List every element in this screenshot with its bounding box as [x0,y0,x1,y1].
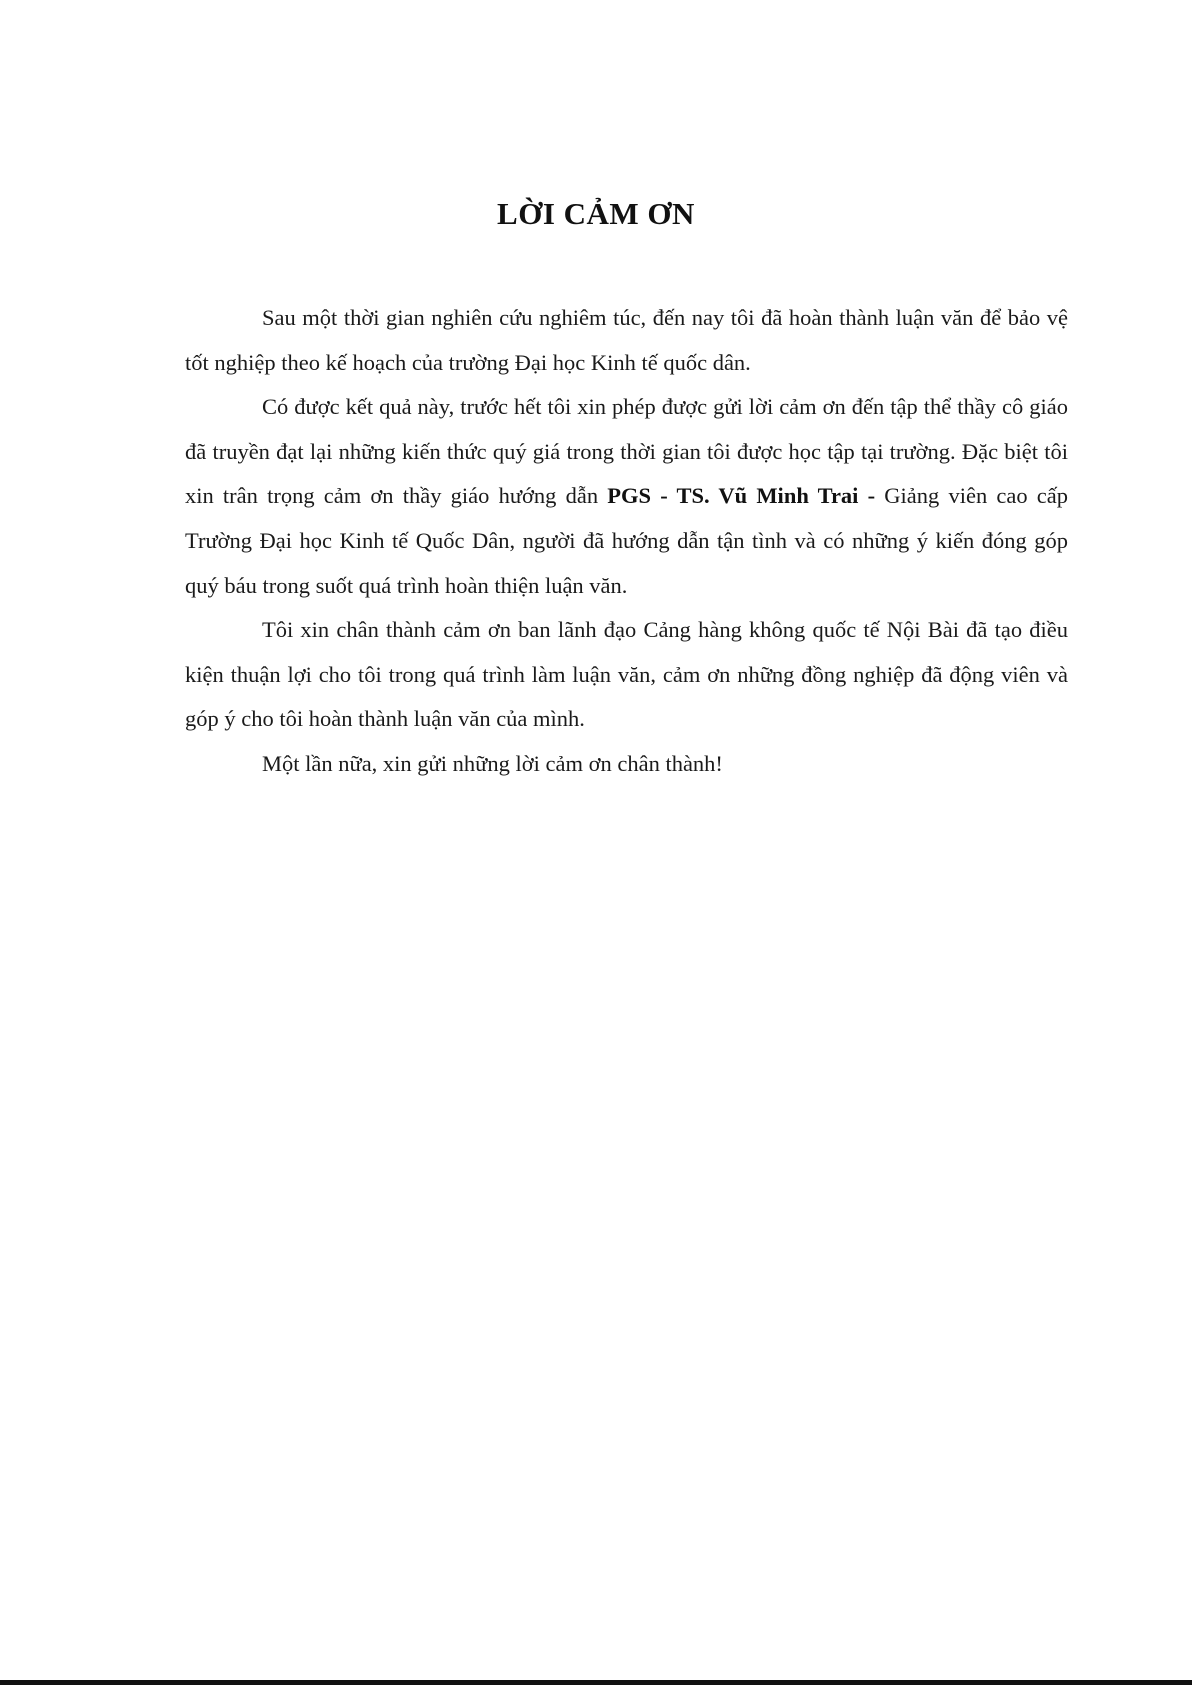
paragraph-2-text-after: Giảng viên cao cấp Trường Đại học Kinh tế Quốc Dân, người đã hướng dẫn tận tình và có những ý kiến đóng góp quý báu trong suốt quá trình hoàn thiện luận văn. [185,483,1069,598]
paragraph-1 [185,296,1068,385]
paragraph-1-text: Sau một thời gian nghiên cứu nghiêm túc, đến nay tôi đã hoàn thành luận văn để bảo vệ tốt nghiệp theo kế hoạch của trường Đại học Kinh tế quốc dân. [185,305,1068,375]
paragraph-3 [185,608,1068,742]
paragraph-2-text-before: Có được kết quả này, trước hết tôi xin phép được gửi lời cảm ơn đến tập thể thầy cô giáo đã truyền đạt lại những kiến thức quý giá trong thời gian tôi được học tập tại trường. Đặc biệt tôi xin trân trọng cảm ơn thầy giáo hướng dẫn [185,394,1068,509]
paragraph-4-text: Một lần nữa, xin gửi những lời cảm ơn chân thành! [262,750,723,776]
body-text [185,296,1068,787]
paragraph-3-text: Tôi xin chân thành cảm ơn ban lãnh đạo Cảng hàng không quốc tế Nội Bài đã tạo điều kiện thuận lợi cho tôi trong quá trình làm luận văn, cảm ơn những đồng nghiệp đã động viên và góp ý cho tôi hoàn thành luận văn của mình. [185,617,1068,732]
paragraph-4 [185,742,1068,787]
paragraph-2 [185,385,1068,608]
supervisor-name: PGS - TS. Vũ Minh Trai - [607,483,885,509]
bottom-border [0,1680,1192,1685]
page-title: LỜI CẢM ƠN [497,196,695,231]
